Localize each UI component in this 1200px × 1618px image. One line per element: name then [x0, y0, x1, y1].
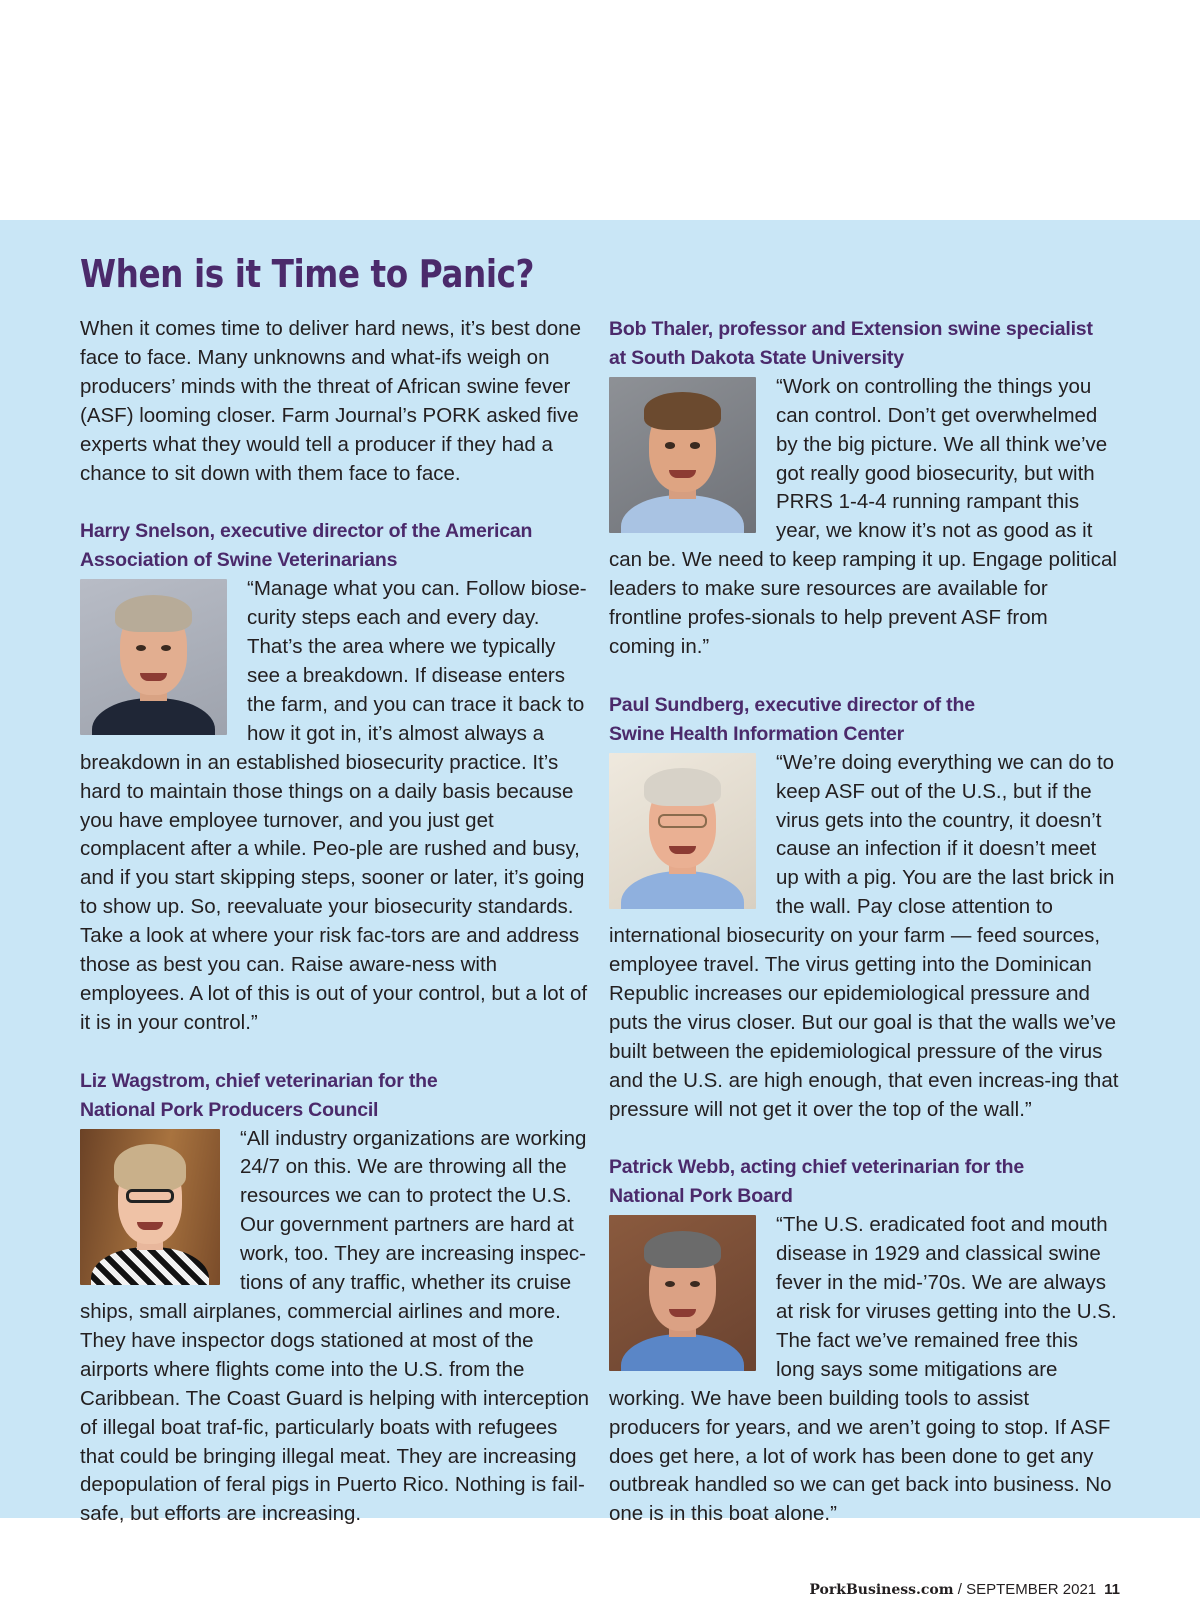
page-number: 11: [1104, 1581, 1120, 1598]
byline-line-2: Swine Health Information Center: [609, 722, 905, 745]
expert-quote-thaler: “Work on controlling the things you can control. Don’t get overwhelmed by the big picture. We all think we’ve got really good biosecurity, but with PRRS 1-4-4 running rampant this year, we know it’s not as good as it can be. We need to keep ramping it up. Engage political leaders to make sure resources are available for frontline profes-sionals to help prevent ASF from coming in.”: [609, 374, 1117, 658]
expert-quote-snelson: “Manage what you can. Follow biose-curity steps each and every day. That’s the area where we typically see a breakdown. If disease enters the farm, and you can trace it back to how it got in, it’s almost always a breakdown in an established biosecurity practice. It’s hard to maintain those things on a daily basis because you have employee turnover, and you just get complacent after a while. Peo-ple are rushed and busy, and if you start skipping steps, sooner or later, it’s going to show up. So, reevaluate your biosecurity standards. Take a look at where your risk fac-tors are and address those as best you can. Raise aware-ness with employees. A lot of this is out of your control, but a lot of it is in your control.”: [80, 577, 588, 1034]
byline-line-1: Bob Thaler, professor and Extension swine specialist: [609, 318, 1093, 340]
byline-line-2: Association of Swine Veterinarians: [80, 549, 398, 572]
expert-byline-wagstrom: [80, 1067, 590, 1125]
expert-quote-wagstrom: “All industry organizations are working 24/7 on this. We are throwing all the resources we can to protect the U.S. Our government partners are hard at work, too. They are increasing inspec-tions of any traffic, whether its cruise ships, small airplanes, commercial airlines and more. They have inspector dogs stationed at most of the airports where flights come into the U.S. from the Caribbean. The Coast Guard is helping with interception of illegal boat traf-fic, particularly boats with refugees that could be bringing illegal meat. They are increasing depopulation of feral pigs in Puerto Rico. Nothing is fail-safe, but efforts are increasing.: [80, 1126, 589, 1526]
footer-separator: /: [953, 1581, 967, 1598]
byline-line-1: Paul Sundberg, executive director of the: [609, 693, 975, 716]
right-column: [609, 315, 1119, 1558]
byline-line-2: National Pork Producers Council: [80, 1098, 379, 1121]
byline-line-2: National Pork Board: [609, 1185, 793, 1208]
portrait-photo-wagstrom: [80, 1129, 220, 1285]
intro-paragraph: When it comes time to deliver hard news, it’s best done face to face. Many unknowns and what-ifs weigh on producers’ minds with the threat of African swine fever (ASF) looming closer. Farm Journal’s PORK asked five experts what they would tell a producer if they had a chance to sit down with them face to face.: [80, 317, 581, 485]
expert-quote-webb: “The U.S. eradicated foot and mouth disease in 1929 and classical swine fever in the mid-’70s. We are always at risk for viruses getting into the U.S. The fact we’ve remained free this long says some mitigations are working. We have been building tools to assist producers for years, and we aren’t going to stop. If ASF does get here, a lot of work has been done to get any outbreak handled so we can get back into business. No one is in this boat alone.”: [609, 1213, 1117, 1526]
byline-line-1: Patrick Webb, acting chief veterinarian for the: [609, 1156, 1025, 1179]
page-footer: [809, 1581, 1120, 1598]
expert-quote-sundberg: “We’re doing everything we can do to keep ASF out of the U.S., but if the virus gets into the country, it doesn’t cause an infection if it doesn’t meet up with a pig. You are the last brick in the wall. Pay close attention to international biosecurity on your farm — feed sources, employee travel. The virus getting into the Dominican Republic increases our epidemiological pressure and puts the virus closer. But our goal is that the walls we’ve built between the epidemiological pressure of the virus and the U.S. are high enough, that even increas-ing that pressure will not get it over the top of the wall.”: [609, 750, 1119, 1121]
portrait-photo-thaler: [609, 377, 756, 533]
portrait-photo-webb: [609, 1215, 756, 1371]
byline-line-1: Liz Wagstrom, chief veterinarian for the: [80, 1069, 438, 1092]
expert-byline-sundberg: [609, 691, 1119, 749]
portrait-photo-snelson: [80, 579, 227, 735]
expert-byline-webb: [609, 1153, 1119, 1211]
expert-byline-snelson: [80, 517, 590, 575]
footer-website: PorkBusiness.com: [809, 1582, 954, 1598]
footer-issue-date: SEPTEMBER 2021: [966, 1581, 1097, 1598]
byline-line-1: Harry Snelson, executive director of the American: [80, 520, 533, 543]
portrait-photo-sundberg: [609, 753, 756, 909]
article-headline: When is it Time to Panic?: [80, 252, 535, 296]
expert-byline-thaler: [609, 315, 1119, 373]
byline-line-2: at South Dakota State University: [609, 346, 904, 369]
left-column: [80, 315, 590, 1558]
